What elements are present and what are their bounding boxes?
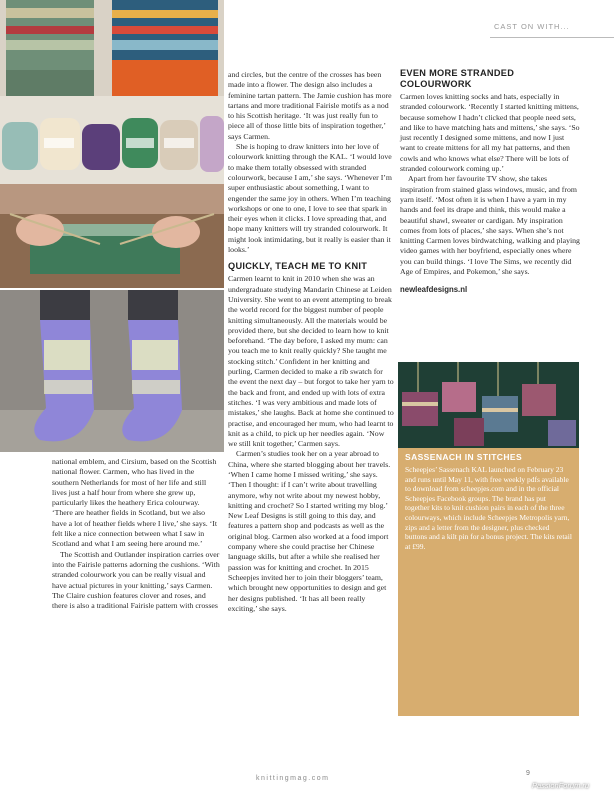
col3-heading: EVEN MORE STRANDED COLOURWORK [400,68,515,89]
sidebar-box [398,448,579,716]
photo-yarn [0,96,224,184]
hats-image [0,0,224,96]
col2-paragraph-4: Carmen’s studies took her on a year abroad to China, where she started blogging about her travels. ‘When I came home I missed writing,’ she says. ‘Then I thought: if I can’t write about travelling anymore, why not write about my newest hobby, knitting and crochet? So I started writing my blog.’ New Leaf Designs is still going to this day, and features a pattern shop and podcasts as well as the original blog. Carmen also worked at a food import company where she could practise her Chinese language skills, but after a while she realised her passion was for knitting and crochet. In 2015 Scheepjes invited her to join their bloggers’ team, which brought new opportunities to design and get her designs published. ‘It has all been really exciting,’ she says. [228,449,391,613]
cushions-image [398,362,579,450]
socks-image [0,290,224,452]
header-rule [490,37,614,38]
section-header: CAST ON WITH... [494,22,570,31]
col3-paragraph-1: Carmen loves knitting socks and hats, especially in stranded colourwork. ‘Recently I started knitting mittens, because somehow I hadn’t clicked that people need sets, and like to have matching hats and mittens,’ she says. ‘So just recently I designed some mittens, and now I just want to create mittens for all my hat patterns, and then cowls and who knows what else? There will be lots of stranded colourwork coming up.’ [400,92,580,174]
footer-site: knittingmag.com [256,775,330,782]
watermark: PassionForum.ru [532,781,590,790]
photo-cushions [398,362,579,450]
col2-paragraph-1: and circles, but the centre of the crosses has been made into a flower. The design also includes a feminine tartan pattern. The Jamie cushion has more tartans and more traditional Fairisle motifs as a nod to his Scottish heritage. ‘It was just really fun to piece all of those little bits of inspiration together,’ says Carmen. [228,70,392,141]
page-number: 9 [526,770,530,777]
col1-paragraph-2: The Scottish and Outlander inspiration carries over into the Fairisle patterns adorning the cushions. ‘With stranded colourwork you can be really visual and have actual pictures in your knitting,’ says Carmen. The Claire cushion features clover and roses, and there is also a traditional Fairisle pattern with crosses [52,549,220,611]
sidebar-title: SASSENACH IN STITCHES [405,452,523,462]
col2-paragraph-3: Carmen learnt to knit in 2010 when she was an undergraduate studying Mandarin Chinese at Leiden University. She went to an event attempting to break the world record for the biggest number of people knitting simultaneously. All the materials would be provided there, but she decided to learn how to knit beforehand. ‘The day before, I asked my mum: can you teach me to knit really quickly? She taught me stocking stitch.’ Confident in her knitting and purling, Carmen decided to make a rib swatch for the event the next day – but forgot to take her yarn to the back and front, and ended up with lots of extra stitches. ‘I was very ambitious and made lots of mistakes,’ she laughs. Back at home she continued to practise, and encouraged her mum, who had learnt to knit as a child, to pick up her needles again. ‘Now we still knit together,’ Carmen says. [228,274,394,449]
col3-paragraph-2: Apart from her favourite TV show, she takes inspiration from stained glass windows, music, and from yarn itself. ‘Most often it is when I have a yarn in my hands and feel its drape and think, this would make a beautiful shawl, sweater or cardigan. My inspiration comes from lots of places,’ she says. When she’s not knitting Carmen loves birdwatching, walking and playing video games with her boyfriend, especially ones where you can build things. ‘I love The Sims, we recently did Age of Empires, and Pokemon,’ she says. [400,174,580,277]
photo-hats [0,0,224,96]
col1-paragraph-1: national emblem, and Cirsium, based on the Scottish national flower. Carmen, who has lived in the southern Netherlands for most of her life and still lives just a half hour from where she grew up, particularly likes the heathery Erica colourway. ‘There are heather fields in Scotland, but we also have a lot of heather fields where I live,’ she says. ‘It felt like a nice connection between what I saw in Scotland and what I am seeing here around me.’ [52,457,218,549]
column-2 [228,70,394,614]
designer-website-link[interactable]: newleafdesigns.nl [400,285,468,295]
hands-image [0,184,224,288]
photo-socks [0,290,224,452]
sidebar-body: Scheepjes’ Sassenach KAL launched on February 23 and runs until May 11, with free weekly pdfs available to download from scheepjes.com and in the official Scheepjes Facebook groups. The brand has put together kits to knit cushion pairs in each of the three colourways, which include Scheepjes Metropolis yarn, zips and a letter from the designer, plus checked buttons and a kilt pin for a bonus project. The kits retail at £99. [405,465,572,551]
col2-paragraph-2: She is hoping to draw knitters into her love of colourwork knitting through the KAL. ‘I would love to make them totally obsessed with stranded colourwork, because I am,’ she says. ‘Whenever I’m super enthusiastic about something, I want to engender the same joy in others. When I’m teaching workshops or one to one, I love to see that spark in their eyes when it clicks. I love spreading that, and hope many knitters will try stranded colourwork. It might look intimidating, but it really is easier than it looks.’ [228,142,392,255]
photo-knitting-hands [0,184,224,288]
col2-heading: QUICKLY, TEACH ME TO KNIT [228,261,368,272]
column-3 [400,68,580,296]
yarn-image [0,96,224,184]
column-1 [52,457,220,611]
